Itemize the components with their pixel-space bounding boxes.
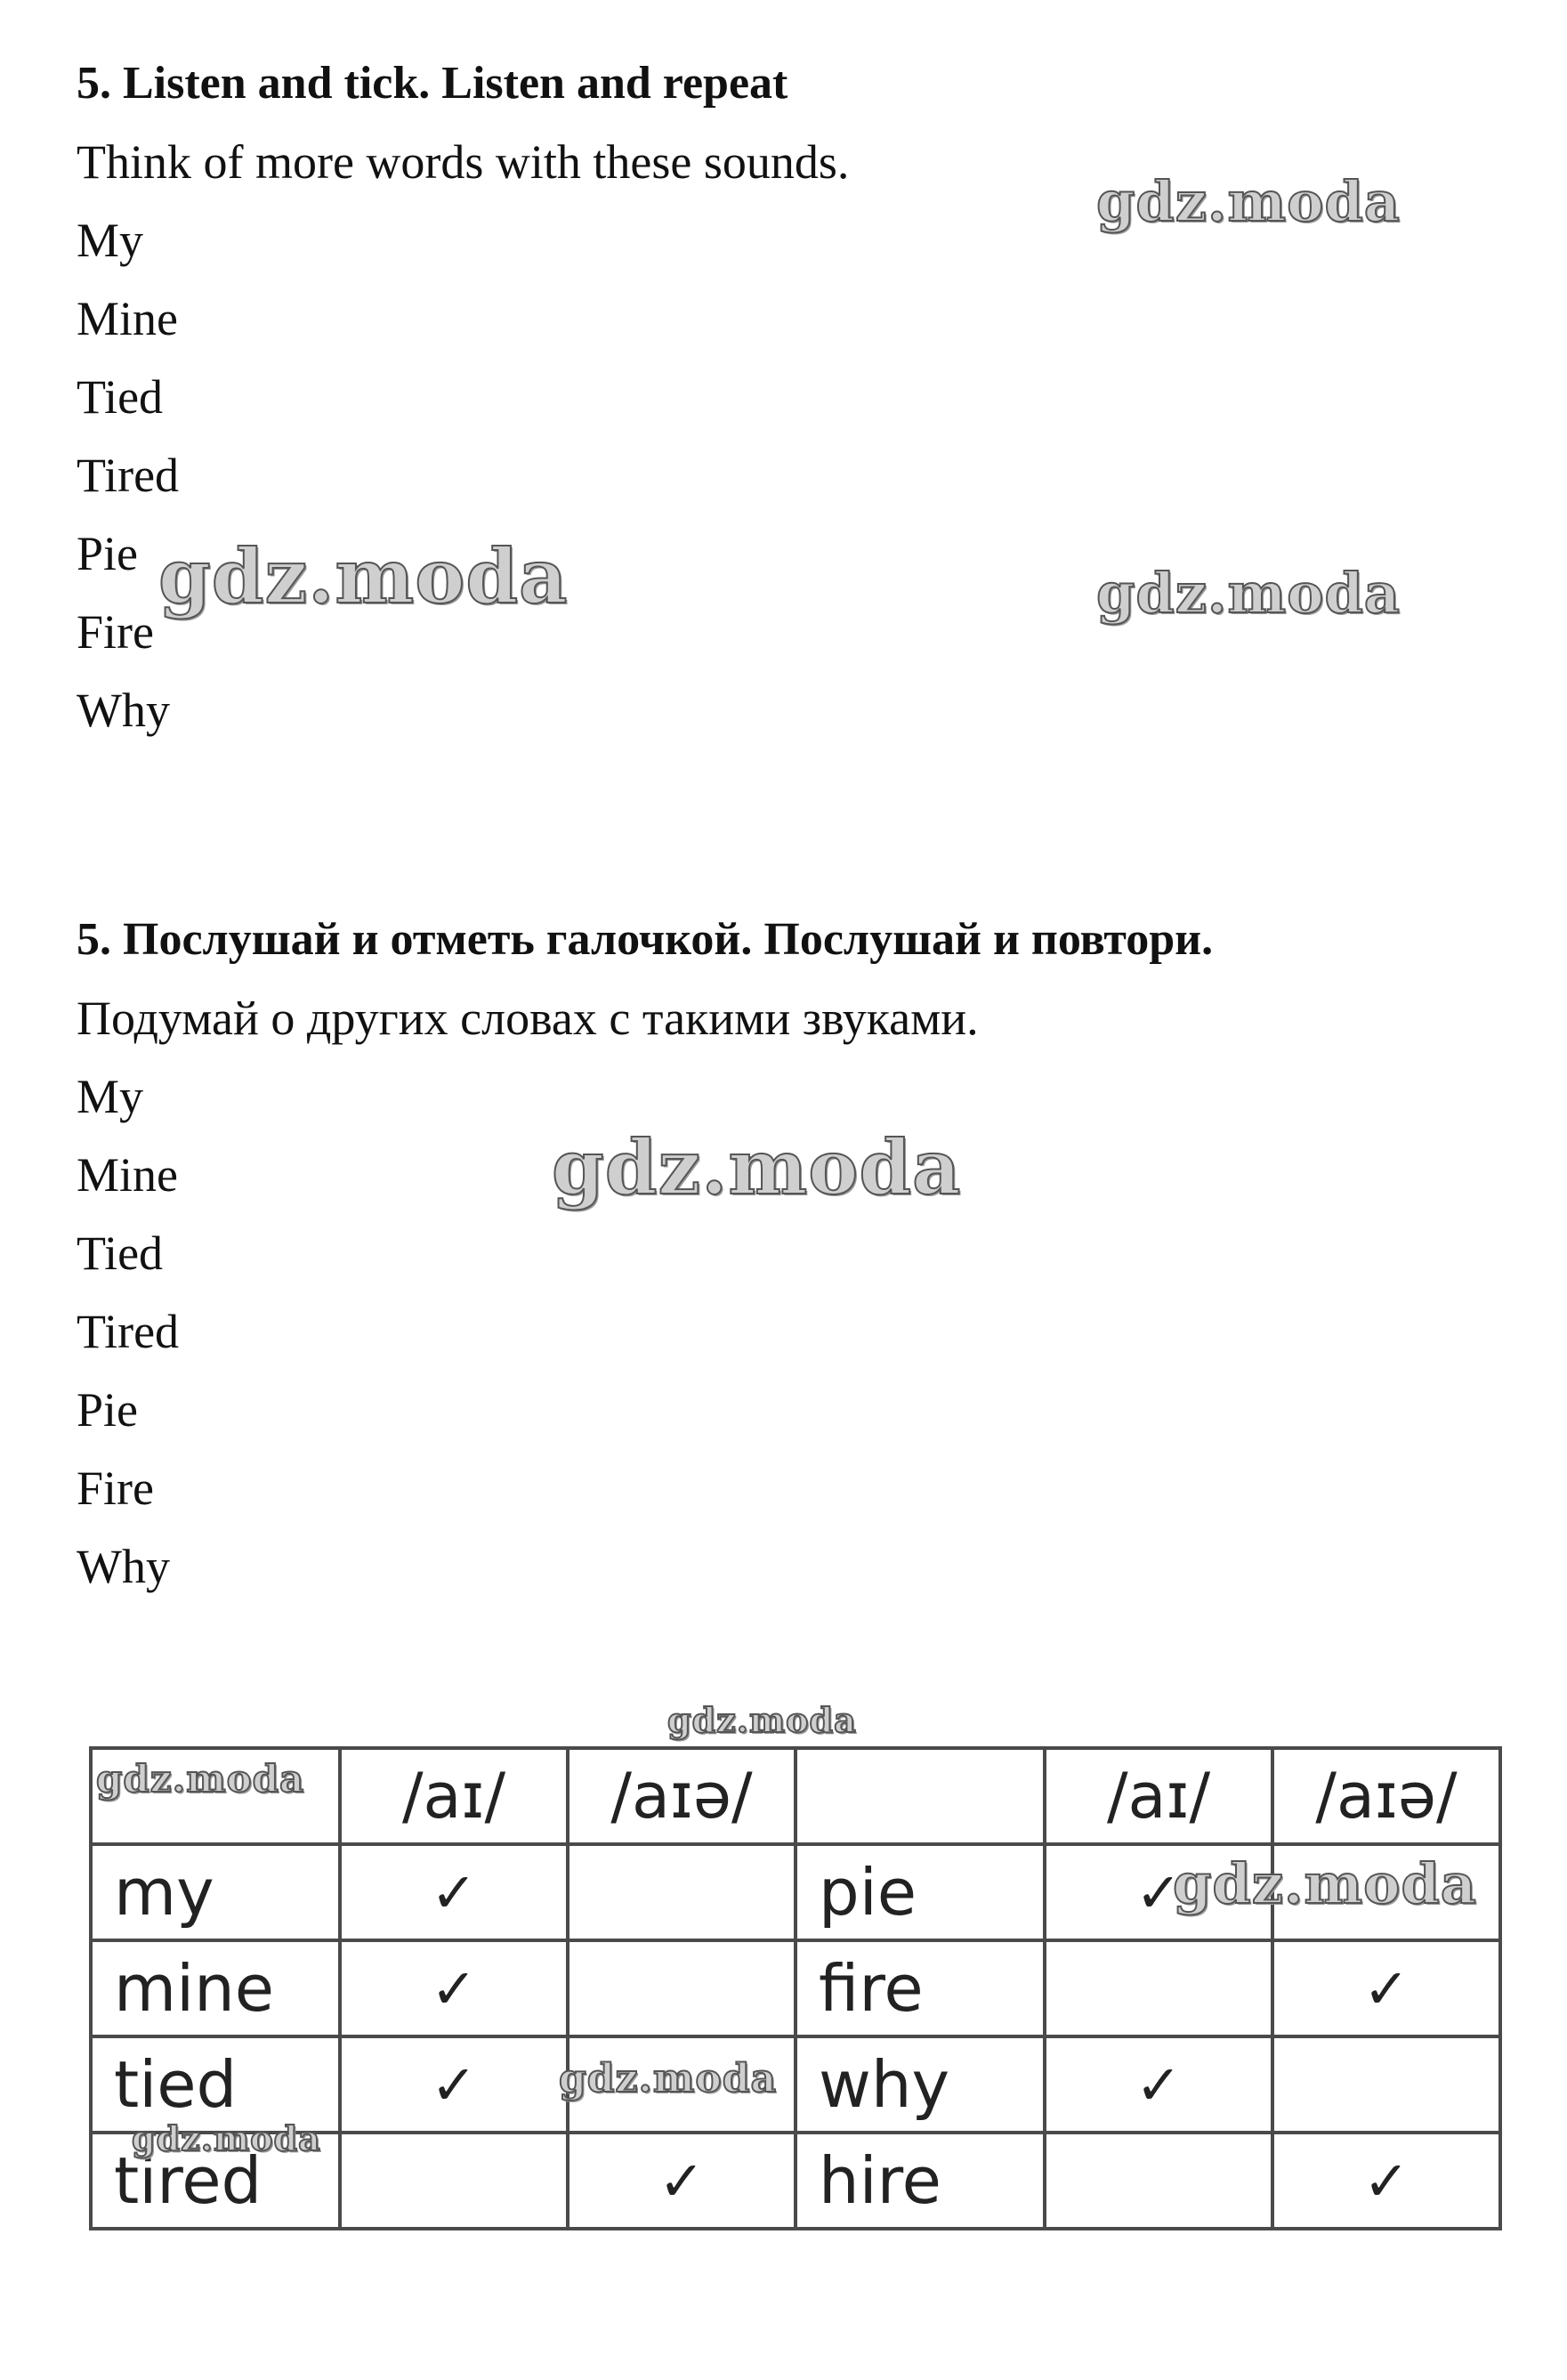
word-item: Tired [77, 449, 180, 502]
word-cell: why [796, 2036, 1045, 2133]
word-item: My [77, 1070, 144, 1123]
table-header-cell: /aɪə/ [1272, 1748, 1500, 1844]
tick-cell [1045, 1940, 1272, 2036]
word-cell: tied [91, 2036, 340, 2133]
word-item: My [77, 214, 144, 267]
watermark: gdz.moda [158, 532, 569, 620]
word-item: Pie [77, 527, 139, 580]
watermark: gdz.moda [1096, 561, 1401, 626]
exercise-heading: 5. Listen and tick. Listen and repeat [77, 58, 788, 109]
tick-cell [340, 2133, 568, 2229]
table-header-cell [796, 1748, 1045, 1844]
watermark: gdz.moda [1173, 1851, 1477, 1916]
watermark: gdz.moda [559, 2056, 778, 2101]
tick-cell: ✓ [340, 2036, 568, 2133]
word-cell: hire [796, 2133, 1045, 2229]
watermark: gdz.moda [552, 1123, 962, 1211]
word-cell: mine [91, 1940, 340, 2036]
tick-cell: ✓ [1272, 2133, 1500, 2229]
table-header-cell: /aɪ/ [340, 1748, 568, 1844]
word-item: Mine [77, 1148, 178, 1202]
russian-section [77, 901, 1213, 1606]
word-item: Tired [77, 1305, 180, 1358]
tick-cell: ✓ [340, 1940, 568, 2036]
watermark: gdz.moda [667, 1700, 857, 1740]
tick-cell [568, 1844, 796, 1940]
english-section [77, 45, 849, 749]
word-cell: pie [796, 1844, 1045, 1940]
tick-cell [1272, 2036, 1500, 2133]
word-item: Fire [77, 1461, 154, 1515]
word-cell: fire [796, 1940, 1045, 2036]
table-row [91, 1940, 1500, 2036]
tick-cell: ✓ [340, 1844, 568, 1940]
tick-cell: ✓ [1045, 1844, 1272, 1940]
word-item: Fire [77, 605, 154, 659]
word-cell: my [91, 1844, 340, 1940]
tick-cell: ✓ [1272, 1940, 1500, 2036]
word-item: Mine [77, 292, 178, 345]
word-item: Pie [77, 1383, 139, 1437]
tick-cell: ✓ [568, 2133, 796, 2229]
table-header-cell: /aɪ/ [1045, 1748, 1272, 1844]
word-item: Why [77, 684, 170, 737]
tick-cell [1045, 2133, 1272, 2229]
instruction-text: Think of more words with these sounds. [77, 135, 850, 189]
watermark: gdz.moda [1096, 169, 1401, 234]
watermark: gdz.moda [96, 1757, 305, 1801]
exercise-heading-ru: 5. Послушай и отметь галочкой. Послушай и повтори. [77, 914, 1214, 965]
word-item: Why [77, 1540, 170, 1593]
word-item: Tied [77, 1226, 164, 1280]
word-cell: tired [91, 2133, 340, 2229]
watermark: gdz.moda [132, 2118, 321, 2158]
tick-cell [568, 1940, 796, 2036]
table-header-cell: /aɪə/ [568, 1748, 796, 1844]
tick-cell: ✓ [1045, 2036, 1272, 2133]
word-item: Tied [77, 370, 164, 424]
instruction-text-ru: Подумай о других словах с такими звуками. [77, 992, 979, 1045]
